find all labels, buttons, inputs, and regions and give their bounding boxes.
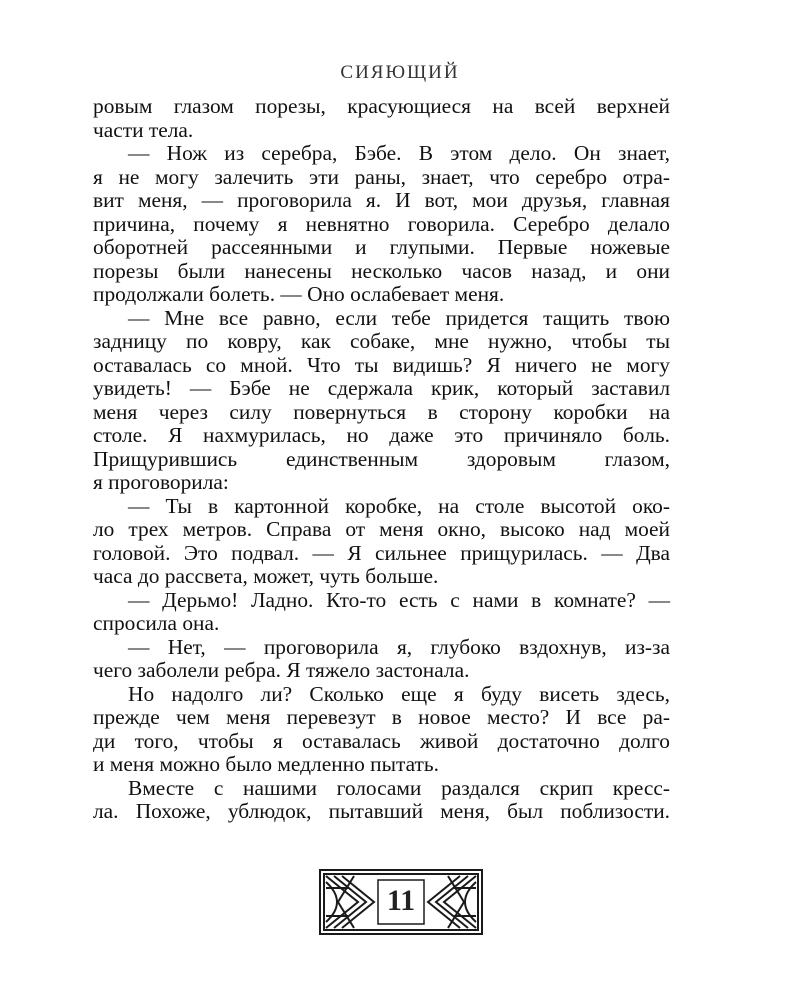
running-head: СИЯЮЩИЙ [340, 62, 460, 83]
folio [318, 868, 484, 936]
text-line: — Мне все равно, если тебе придется тащить твою [128, 305, 670, 330]
text-line: продолжали болеть. — Оно ослабевает меня. [93, 282, 505, 306]
text-line: прежде чем меня перевезут в новое место? И все ра- [93, 705, 670, 729]
text-line: увидеть! — Бэбе не сдержала крик, который заставил [93, 376, 670, 400]
text-line: Прищурившись единственным здоровым глазом, [93, 446, 670, 471]
body-text [93, 95, 670, 824]
text-line: — Дерьмо! Ладно. Кто-то есть с нами в комнате? — [128, 587, 670, 612]
text-line: ла. Похоже, ублюдок, пытавший меня, был поблизости. [93, 799, 670, 823]
text-line: — Нет, — проговорила я, глубоко вздохнув, из-за [128, 634, 670, 659]
text-line: столе. Я нахмурилась, но даже это причиняло боль. [93, 423, 670, 447]
text-line: — Ты в картонной коробке, на столе высотой око- [128, 493, 670, 518]
text-line: Но надолго ли? Сколько еще я буду висеть здесь, [128, 681, 670, 706]
text-line: оборотней рассеянными и глупыми. Первые ножевые [93, 235, 670, 259]
text-line: я не могу залечить эти раны, знает, что серебро отра- [93, 164, 670, 189]
text-line: вит меня, — проговорила я. И вот, мои друзья, главная [93, 188, 670, 212]
text-line: задницу по ковру, как собаке, мне нужно, чтобы ты [93, 329, 670, 353]
text-line: порезы были нанесены несколько часов назад, и они [93, 258, 670, 283]
text-line: ло трех метров. Справа от меня окно, высоко над моей [93, 517, 670, 541]
text-line: — Нож из серебра, Бэбе. В этом дело. Он знает, [128, 141, 670, 165]
text-line: ровым глазом порезы, красующиеся на всей верхней [93, 94, 670, 118]
page-number: 11 [386, 884, 416, 917]
text-line: оставалась со мной. Что ты видишь? Я ничего не могу [93, 352, 670, 377]
text-line: головой. Это подвал. — Я сильнее прищурилась. — Два [93, 540, 670, 565]
text-line: часа до рассвета, может, чуть больше. [93, 564, 439, 588]
text-line: меня через силу повернуться в сторону коробки на [93, 399, 670, 424]
text-line: причина, почему я невнятно говорила. Серебро делало [93, 211, 670, 236]
text-line: ди того, чтобы я оставалась живой достаточно долго [93, 728, 670, 753]
text-line: Вместе с нашими голосами раздался скрип кресс- [128, 775, 670, 800]
text-line: и меня можно было медленно пытать. [93, 752, 439, 776]
text-line: части тела. [93, 117, 194, 142]
text-line: чего заболели ребра. Я тяжело застонала. [93, 658, 470, 682]
text-line: спросила она. [93, 611, 220, 635]
text-line: я проговорила: [93, 470, 229, 494]
